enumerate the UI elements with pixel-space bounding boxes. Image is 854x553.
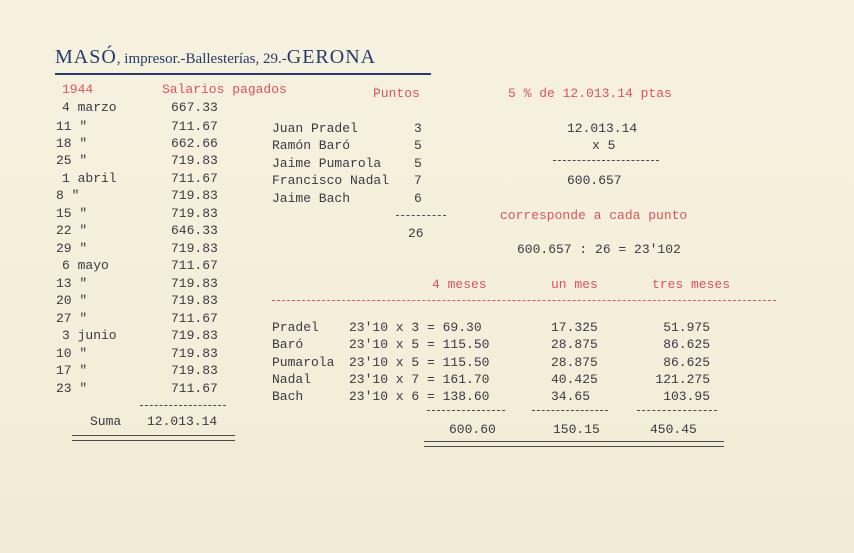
dist-one-month: 40.425 <box>551 372 598 387</box>
points-total: 26 <box>408 226 424 241</box>
salary-amount: 719.83 <box>171 293 218 308</box>
letterhead-name: MASÓ <box>55 46 117 68</box>
salary-date: 11 " <box>56 119 88 134</box>
calc-line2: x 5 <box>592 138 616 153</box>
dist-one-month: 34.65 <box>551 389 591 404</box>
salary-amount: 719.83 <box>171 363 218 378</box>
worker-name: Jaime Bach <box>272 191 351 206</box>
salary-amount: 719.83 <box>171 241 218 256</box>
salary-date: 4 marzo <box>62 100 117 115</box>
salary-amount: 662.66 <box>171 136 218 151</box>
calc-rule <box>553 160 659 161</box>
letterhead-rule <box>55 73 431 75</box>
salary-amount: 711.67 <box>171 258 218 273</box>
dist-name: Pradel <box>272 320 319 335</box>
dist-name: Baró <box>272 337 304 352</box>
salary-date: 13 " <box>56 276 88 291</box>
per-point-label: corresponde a cada punto <box>500 208 688 223</box>
salary-date: 25 " <box>56 153 88 168</box>
salary-amount: 711.67 <box>171 311 218 326</box>
salary-amount: 719.83 <box>171 328 218 343</box>
salary-date: 23 " <box>56 381 88 396</box>
worker-points: 5 <box>414 138 422 153</box>
dist-formula: 23'10 x 6 = 138.60 <box>349 389 490 404</box>
points-rule <box>396 215 446 216</box>
calc-line1: 12.013.14 <box>567 121 638 136</box>
sum-rule <box>140 405 226 406</box>
calc-result: 600.657 <box>567 173 622 188</box>
salary-date: 8 " <box>56 188 80 203</box>
total-rule-three <box>637 410 717 411</box>
letterhead-city: GERONA <box>286 46 377 68</box>
total-three-months: 450.45 <box>650 422 697 437</box>
salary-date: 18 " <box>56 136 88 151</box>
dist-formula: 23'10 x 3 = 69.30 <box>349 320 482 335</box>
sum-label: Suma <box>90 414 122 429</box>
salary-amount: 719.83 <box>171 346 218 361</box>
dist-formula: 23'10 x 5 = 115.50 <box>349 337 490 352</box>
letterhead-address: , impresor.-Ballesterías, 29.- <box>116 51 287 67</box>
dist-one-month: 17.325 <box>551 320 598 335</box>
salary-amount: 667.33 <box>171 100 218 115</box>
dist-header-rule <box>272 300 776 301</box>
dist-header-four-months: 4 meses <box>432 277 487 292</box>
salary-date: 6 mayo <box>62 258 109 273</box>
salary-amount: 719.83 <box>171 153 218 168</box>
salary-amount: 711.67 <box>171 171 218 186</box>
salary-date: 10 " <box>56 346 88 361</box>
salaries-heading: Salarios pagados <box>162 82 287 97</box>
dist-three-months: 51.975 <box>663 320 710 335</box>
worker-name: Juan Pradel <box>272 121 358 136</box>
salary-date: 22 " <box>56 223 88 238</box>
salary-date: 27 " <box>56 311 88 326</box>
salary-amount: 711.67 <box>171 381 218 396</box>
dist-three-months: 103.95 <box>663 389 710 404</box>
worker-name: Francisco Nadal <box>272 173 390 188</box>
division-line: 600.657 : 26 = 23'102 <box>517 242 681 257</box>
total-rule-four <box>427 410 505 411</box>
dist-one-month: 28.875 <box>551 337 598 352</box>
total-one-month: 150.15 <box>553 422 600 437</box>
dist-formula: 23'10 x 5 = 115.50 <box>349 355 490 370</box>
salary-date: 1 abril <box>62 171 117 186</box>
worker-points: 7 <box>414 173 422 188</box>
total-four-months: 600.60 <box>449 422 496 437</box>
worker-name: Jaime Pumarola <box>272 156 382 171</box>
worker-points: 6 <box>414 191 422 206</box>
worker-points: 3 <box>414 121 422 136</box>
dist-name: Bach <box>272 389 304 404</box>
dist-three-months: 121.275 <box>655 372 710 387</box>
dist-one-month: 28.875 <box>551 355 598 370</box>
sum-value: 12.013.14 <box>147 414 218 429</box>
salary-amount: 719.83 <box>171 188 218 203</box>
dist-formula: 23'10 x 7 = 161.70 <box>349 372 490 387</box>
worker-points: 5 <box>414 156 422 171</box>
dist-three-months: 86.625 <box>663 355 710 370</box>
salary-amount: 719.83 <box>171 276 218 291</box>
salary-date: 15 " <box>56 206 88 221</box>
sum-double-rule <box>72 435 235 441</box>
salary-date: 29 " <box>56 241 88 256</box>
year-heading: 1944 <box>62 82 94 97</box>
dist-three-months: 86.625 <box>663 337 710 352</box>
totals-double-rule <box>424 441 724 447</box>
salary-date: 3 junio <box>62 328 117 343</box>
dist-name: Pumarola <box>272 355 335 370</box>
salary-date: 17 " <box>56 363 88 378</box>
worker-name: Ramón Baró <box>272 138 351 153</box>
salary-amount: 719.83 <box>171 206 218 221</box>
dist-name: Nadal <box>272 372 312 387</box>
letterhead <box>55 46 376 69</box>
dist-header-one-month: un mes <box>551 277 598 292</box>
points-heading: Puntos <box>373 86 420 101</box>
calc-heading: 5 % de 12.013.14 ptas <box>508 86 672 101</box>
salary-amount: 646.33 <box>171 223 218 238</box>
total-rule-month <box>532 410 608 411</box>
dist-header-three-months: tres meses <box>652 277 731 292</box>
salary-date: 20 " <box>56 293 88 308</box>
salary-amount: 711.67 <box>171 119 218 134</box>
